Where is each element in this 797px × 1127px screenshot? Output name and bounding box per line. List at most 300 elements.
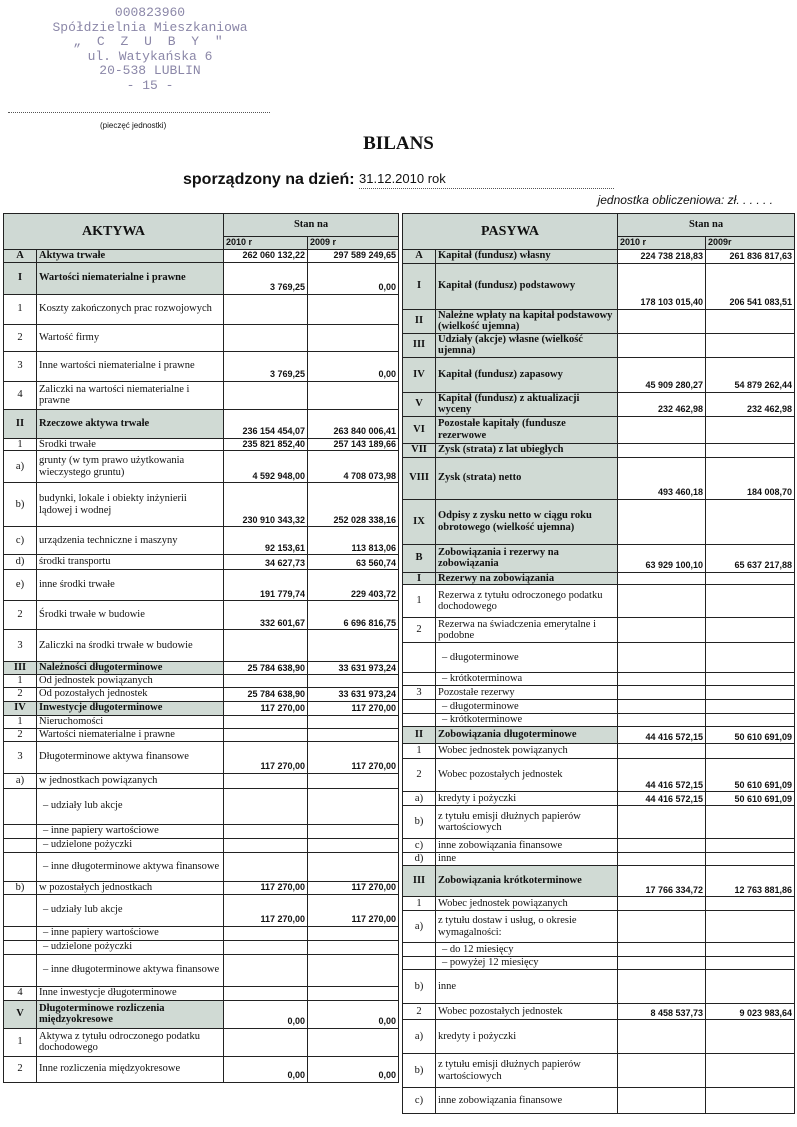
- liabilities-row-value-2010: [618, 585, 706, 618]
- liabilities-row-value-2010: 232 462,98: [618, 392, 706, 416]
- liabilities-row: [403, 443, 795, 457]
- assets-stan-na: Stan na: [224, 214, 399, 237]
- assets-row-value-2009: [308, 940, 399, 954]
- assets-row-number: III: [4, 662, 37, 675]
- liabilities-row: [403, 333, 795, 357]
- liabilities-row: [403, 897, 795, 911]
- liabilities-row: [403, 1054, 795, 1088]
- assets-row-value-2009: [308, 381, 399, 409]
- assets-row: [4, 438, 399, 451]
- assets-row-number: 4: [4, 381, 37, 409]
- assets-row-label: Aktywa z tytułu odroczonego podatku dochodowego: [37, 1028, 224, 1056]
- liabilities-row-number: II: [403, 309, 436, 333]
- assets-row-value-2009: [308, 1028, 399, 1056]
- assets-row: [4, 715, 399, 728]
- stamp-number: 000823960: [114, 5, 186, 20]
- liabilities-row: [403, 263, 795, 309]
- assets-row-number: 3: [4, 630, 37, 662]
- assets-row-value-2009: [308, 294, 399, 324]
- liabilities-row-value-2010: [618, 673, 706, 686]
- liabilities-row-value-2009: 12 763 881,86: [706, 866, 795, 897]
- liabilities-row-value-2010: [618, 618, 706, 643]
- assets-row: [4, 788, 399, 824]
- stamp-line2: „ C Z U B Y ": [73, 34, 227, 49]
- liabilities-row-value-2009: [706, 443, 795, 457]
- assets-row-number: 2: [4, 728, 37, 741]
- liabilities-row: [403, 544, 795, 572]
- liabilities-row-value-2010: [618, 714, 706, 727]
- assets-row-value-2009: 117 270,00: [308, 741, 399, 773]
- assets-row: [4, 483, 399, 527]
- liabilities-row-number: 2: [403, 618, 436, 643]
- liabilities-row-value-2010: [618, 744, 706, 759]
- assets-row-label: – udzielone pożyczki: [37, 940, 224, 954]
- assets-row-value-2009: 4 708 073,98: [308, 451, 399, 483]
- liabilities-row-value-2009: 206 541 083,51: [706, 263, 795, 309]
- assets-row: [4, 940, 399, 954]
- assets-row-value-2009: [308, 926, 399, 940]
- liabilities-row-label: Kapitał (fundusz) podstawowy: [436, 263, 618, 309]
- liabilities-row: [403, 744, 795, 759]
- liabilities-row-value-2010: [618, 911, 706, 943]
- liabilities-row-label: Kapitał (fundusz) własny: [436, 249, 618, 263]
- assets-row-value-2009: [308, 824, 399, 838]
- assets-row: [4, 954, 399, 986]
- liabilities-row-value-2010: [618, 686, 706, 700]
- liabilities-row-label: Zobowiązania krótkoterminowe: [436, 866, 618, 897]
- liabilities-row-label: Wobec pozostałych jednostek: [436, 759, 618, 792]
- liabilities-row: [403, 759, 795, 792]
- assets-row-value-2010: [224, 926, 308, 940]
- assets-row: [4, 555, 399, 570]
- company-stamp: [30, 6, 270, 93]
- liabilities-row-number: I: [403, 263, 436, 309]
- assets-row: [4, 773, 399, 788]
- liabilities-row-value-2010: [618, 1054, 706, 1088]
- assets-row-label: – udziały lub akcje: [37, 788, 224, 824]
- liabilities-row-label: Pozostałe kapitały (fundusze rezerwowe: [436, 416, 618, 443]
- assets-row-number: 1: [4, 715, 37, 728]
- liabilities-row-label: Rezerwy na zobowiązania: [436, 572, 618, 585]
- liabilities-row: [403, 714, 795, 727]
- assets-table: [3, 213, 399, 1083]
- liabilities-row-number: b): [403, 970, 436, 1004]
- assets-row-value-2009: 229 403,72: [308, 570, 399, 601]
- assets-row-value-2010: 3 769,25: [224, 262, 308, 294]
- liabilities-row-value-2009: [706, 1054, 795, 1088]
- assets-row-value-2009: 257 143 189,66: [308, 438, 399, 451]
- liabilities-row: [403, 911, 795, 943]
- assets-row-number: 1: [4, 675, 37, 688]
- liabilities-row-number: [403, 673, 436, 686]
- liabilities-row-value-2010: [618, 700, 706, 714]
- unit-line: [598, 193, 773, 207]
- assets-row-number: I: [4, 262, 37, 294]
- assets-row-label: Inne rozliczenia międzyokresowe: [37, 1056, 224, 1082]
- unit-label: jednostka obliczeniowa:: [597, 193, 725, 207]
- assets-row-label: Nieruchomości: [37, 715, 224, 728]
- liabilities-heading: PASYWA: [403, 214, 618, 250]
- assets-row-value-2010: 332 601,67: [224, 601, 308, 630]
- assets-row-number: b): [4, 483, 37, 527]
- assets-row-number: e): [4, 570, 37, 601]
- assets-row-label: Należności długoterminowe: [37, 662, 224, 675]
- liabilities-row-value-2009: 50 610 691,09: [706, 727, 795, 744]
- liabilities-row-number: 2: [403, 1004, 436, 1020]
- liabilities-row-label: Kapitał (fundusz) zapasowy: [436, 357, 618, 392]
- assets-row: [4, 527, 399, 555]
- liabilities-row: [403, 643, 795, 673]
- assets-row-number: 2: [4, 1056, 37, 1082]
- assets-row-value-2009: [308, 630, 399, 662]
- assets-row-value-2009: 0,00: [308, 1056, 399, 1082]
- liabilities-row-value-2009: 54 879 262,44: [706, 357, 795, 392]
- page-title: BILANS: [363, 133, 434, 154]
- assets-row-value-2010: 0,00: [224, 1000, 308, 1028]
- liabilities-row-value-2010: 224 738 218,83: [618, 249, 706, 263]
- assets-row-value-2010: [224, 324, 308, 351]
- liabilities-row: [403, 806, 795, 839]
- liabilities-row-number: B: [403, 544, 436, 572]
- assets-row-label: Od pozostałych jednostek: [37, 687, 224, 701]
- liabilities-row-label: z tytułu emisji dłużnych papierów wartościowych: [436, 806, 618, 839]
- assets-row-number: [4, 926, 37, 940]
- assets-row-number: [4, 852, 37, 881]
- liabilities-row-value-2010: 44 416 572,15: [618, 759, 706, 792]
- liabilities-row-label: Rezerwa na świadczenia emerytalne i podobne: [436, 618, 618, 643]
- assets-row-label: Inne wartości niematerialne i prawne: [37, 351, 224, 381]
- liabilities-row-label: – krótkoterminowa: [436, 673, 618, 686]
- liabilities-row-number: VI: [403, 416, 436, 443]
- assets-row: [4, 662, 399, 675]
- liabilities-year1: 2010 r: [618, 237, 706, 250]
- liabilities-row-number: VIII: [403, 457, 436, 499]
- assets-row-value-2009: 33 631 973,24: [308, 687, 399, 701]
- assets-row: [4, 1028, 399, 1056]
- liabilities-row-value-2009: [706, 499, 795, 544]
- liabilities-row-number: c): [403, 1088, 436, 1114]
- liabilities-row-label: Zobowiązania i rezerwy na zobowiązania: [436, 544, 618, 572]
- liabilities-row-label: Odpisy z zysku netto w ciągu roku obrotowego (wielkość ujemna): [436, 499, 618, 544]
- assets-row: [4, 728, 399, 741]
- liabilities-row-value-2010: [618, 416, 706, 443]
- assets-row-value-2009: 113 813,06: [308, 527, 399, 555]
- assets-row-value-2010: 4 592 948,00: [224, 451, 308, 483]
- liabilities-row-value-2010: 44 416 572,15: [618, 727, 706, 744]
- liabilities-row-label: Pozostałe rezerwy: [436, 686, 618, 700]
- liabilities-row-value-2010: [618, 970, 706, 1004]
- assets-row-value-2009: [308, 954, 399, 986]
- liabilities-row-number: 1: [403, 585, 436, 618]
- liabilities-row-value-2010: [618, 839, 706, 853]
- liabilities-row-value-2009: [706, 744, 795, 759]
- assets-row-number: [4, 824, 37, 838]
- assets-row-label: w jednostkach powiązanych: [37, 773, 224, 788]
- liabilities-row-value-2009: [706, 957, 795, 970]
- liabilities-row-number: I: [403, 572, 436, 585]
- liabilities-row-number: II: [403, 727, 436, 744]
- assets-row: [4, 701, 399, 715]
- assets-row: [4, 262, 399, 294]
- assets-row-value-2009: 6 696 816,75: [308, 601, 399, 630]
- assets-row-label: Długoterminowe aktywa finansowe: [37, 741, 224, 773]
- assets-row-value-2009: [308, 773, 399, 788]
- stamp-line4: 20-538 LUBLIN: [99, 63, 201, 78]
- assets-row-value-2010: 117 270,00: [224, 881, 308, 894]
- assets-row-value-2010: [224, 294, 308, 324]
- assets-row-value-2010: 92 153,61: [224, 527, 308, 555]
- assets-row-value-2010: [224, 986, 308, 1000]
- assets-row-value-2010: [224, 1028, 308, 1056]
- assets-row-number: b): [4, 881, 37, 894]
- assets-row-number: d): [4, 555, 37, 570]
- liabilities-row-value-2010: 17 766 334,72: [618, 866, 706, 897]
- liabilities-row-number: 1: [403, 897, 436, 911]
- assets-row-value-2010: 117 270,00: [224, 701, 308, 715]
- liabilities-row-value-2009: [706, 686, 795, 700]
- assets-row-value-2010: [224, 675, 308, 688]
- liabilities-row-value-2010: [618, 643, 706, 673]
- assets-row-number: 2: [4, 687, 37, 701]
- assets-row-value-2010: 117 270,00: [224, 894, 308, 926]
- assets-row-number: V: [4, 1000, 37, 1028]
- assets-row-value-2009: 0,00: [308, 351, 399, 381]
- liabilities-row-value-2009: [706, 839, 795, 853]
- liabilities-stan-na: Stan na: [618, 214, 795, 237]
- liabilities-row-value-2009: 50 610 691,09: [706, 759, 795, 792]
- liabilities-row-value-2009: [706, 970, 795, 1004]
- liabilities-row: [403, 866, 795, 897]
- liabilities-row-number: b): [403, 1054, 436, 1088]
- liabilities-row-value-2010: [618, 957, 706, 970]
- assets-row-label: Inne inwestycje długoterminowe: [37, 986, 224, 1000]
- assets-row-number: 2: [4, 324, 37, 351]
- assets-heading: AKTYWA: [4, 214, 224, 250]
- liabilities-row: [403, 357, 795, 392]
- assets-row-value-2009: [308, 728, 399, 741]
- assets-row: [4, 675, 399, 688]
- assets-row-label: – udziały lub akcje: [37, 894, 224, 926]
- date-label: sporządzony na dzień:: [183, 171, 355, 188]
- liabilities-row: [403, 309, 795, 333]
- liabilities-row-value-2009: [706, 1088, 795, 1114]
- liabilities-row-label: Wobec jednostek powiązanych: [436, 744, 618, 759]
- assets-row: [4, 630, 399, 662]
- assets-row-number: 4: [4, 986, 37, 1000]
- liabilities-row-label: – długoterminowe: [436, 643, 618, 673]
- liabilities-row-label: Wobec pozostałych jednostek: [436, 1004, 618, 1020]
- assets-row-value-2010: [224, 940, 308, 954]
- liabilities-row-value-2009: [706, 714, 795, 727]
- liabilities-row-value-2009: [706, 806, 795, 839]
- assets-row: [4, 1000, 399, 1028]
- liabilities-row: [403, 1020, 795, 1054]
- assets-row-label: Wartość firmy: [37, 324, 224, 351]
- assets-row-value-2009: 117 270,00: [308, 881, 399, 894]
- liabilities-row-value-2009: [706, 673, 795, 686]
- liabilities-row-label: kredyty i pożyczki: [436, 792, 618, 806]
- assets-row-number: a): [4, 773, 37, 788]
- assets-row: [4, 451, 399, 483]
- liabilities-row-value-2009: [706, 700, 795, 714]
- assets-row-value-2010: 34 627,73: [224, 555, 308, 570]
- date-line: [183, 170, 614, 189]
- stamp-line3: ul. Watykańska 6: [87, 48, 213, 64]
- assets-row: [4, 1056, 399, 1082]
- assets-row-label: – inne długoterminowe aktywa finansowe: [37, 852, 224, 881]
- assets-row-value-2009: 0,00: [308, 262, 399, 294]
- assets-row-label: grunty (w tym prawo użytkowania wieczystego gruntu): [37, 451, 224, 483]
- liabilities-row-value-2009: 232 462,98: [706, 392, 795, 416]
- assets-year2: 2009 r: [308, 237, 399, 250]
- assets-row-value-2009: [308, 324, 399, 351]
- assets-row: [4, 852, 399, 881]
- assets-row-number: [4, 894, 37, 926]
- liabilities-row-value-2009: 9 023 983,64: [706, 1004, 795, 1020]
- liabilities-row-value-2010: [618, 443, 706, 457]
- assets-row-number: [4, 788, 37, 824]
- liabilities-row-value-2009: [706, 585, 795, 618]
- liabilities-row-value-2009: 184 008,70: [706, 457, 795, 499]
- liabilities-row-number: a): [403, 1020, 436, 1054]
- assets-row-label: Wartości niematerialne i prawne: [37, 728, 224, 741]
- assets-row-value-2010: [224, 773, 308, 788]
- liabilities-row-number: d): [403, 853, 436, 866]
- assets-row-value-2010: 25 784 638,90: [224, 687, 308, 701]
- liabilities-row-value-2009: 65 637 217,88: [706, 544, 795, 572]
- liabilities-row-number: III: [403, 333, 436, 357]
- assets-row-value-2010: 262 060 132,22: [224, 249, 308, 262]
- liabilities-row-value-2009: [706, 309, 795, 333]
- liabilities-row: [403, 457, 795, 499]
- liabilities-row-label: – krótkoterminowe: [436, 714, 618, 727]
- assets-row-value-2009: 117 270,00: [308, 894, 399, 926]
- assets-row: [4, 687, 399, 701]
- assets-row-value-2010: 191 779,74: [224, 570, 308, 601]
- liabilities-row-number: [403, 714, 436, 727]
- liabilities-row-number: c): [403, 839, 436, 853]
- assets-row-number: c): [4, 527, 37, 555]
- assets-row-label: Środki trwałe w budowie: [37, 601, 224, 630]
- stamp-dotted-line: [8, 112, 270, 113]
- assets-row: [4, 409, 399, 438]
- liabilities-row-label: z tytułu dostaw i usług, o okresie wymagalności:: [436, 911, 618, 943]
- liabilities-year2: 2009r: [706, 237, 795, 250]
- assets-row-value-2009: [308, 788, 399, 824]
- assets-row-number: a): [4, 451, 37, 483]
- assets-row: [4, 570, 399, 601]
- assets-row-label: – inne papiery wartościowe: [37, 824, 224, 838]
- liabilities-row-label: Należne wpłaty na kapitał podstawowy (wielkość ujemna): [436, 309, 618, 333]
- assets-row-number: IV: [4, 701, 37, 715]
- liabilities-row-label: kredyty i pożyczki: [436, 1020, 618, 1054]
- liabilities-row-number: 1: [403, 744, 436, 759]
- assets-row-number: 1: [4, 438, 37, 451]
- assets-row-number: II: [4, 409, 37, 438]
- assets-row-label: Zaliczki na wartości niematerialne i prawne: [37, 381, 224, 409]
- assets-year1: 2010 r: [224, 237, 308, 250]
- assets-row-value-2010: [224, 824, 308, 838]
- assets-row-value-2009: 0,00: [308, 1000, 399, 1028]
- liabilities-row-label: – do 12 miesięcy: [436, 943, 618, 957]
- assets-row-number: [4, 954, 37, 986]
- liabilities-row-value-2010: 45 909 280,27: [618, 357, 706, 392]
- liabilities-row: [403, 499, 795, 544]
- assets-row-value-2009: 297 589 249,65: [308, 249, 399, 262]
- assets-row-value-2009: [308, 852, 399, 881]
- liabilities-row: [403, 392, 795, 416]
- liabilities-row-number: V: [403, 392, 436, 416]
- liabilities-row-value-2010: [618, 943, 706, 957]
- liabilities-row: [403, 416, 795, 443]
- liabilities-row: [403, 839, 795, 853]
- assets-row: [4, 381, 399, 409]
- liabilities-row-number: [403, 943, 436, 957]
- liabilities-row-value-2009: [706, 572, 795, 585]
- assets-row-value-2009: 117 270,00: [308, 701, 399, 715]
- assets-row-label: – udzielone pożyczki: [37, 838, 224, 852]
- assets-row-value-2010: [224, 381, 308, 409]
- liabilities-row-label: inne zobowiązania finansowe: [436, 839, 618, 853]
- assets-row-value-2010: [224, 788, 308, 824]
- liabilities-row-number: b): [403, 806, 436, 839]
- liabilities-row-label: Zysk (strata) netto: [436, 457, 618, 499]
- liabilities-row-value-2009: [706, 911, 795, 943]
- assets-row-label: – inne papiery wartościowe: [37, 926, 224, 940]
- assets-row: [4, 249, 399, 262]
- assets-row: [4, 881, 399, 894]
- assets-row-value-2009: 33 631 973,24: [308, 662, 399, 675]
- assets-row-value-2010: 236 154 454,07: [224, 409, 308, 438]
- liabilities-row-value-2010: [618, 1020, 706, 1054]
- assets-row-value-2010: [224, 728, 308, 741]
- liabilities-row-value-2010: [618, 309, 706, 333]
- assets-row-value-2009: [308, 838, 399, 852]
- liabilities-row: [403, 970, 795, 1004]
- liabilities-row: [403, 792, 795, 806]
- assets-row-label: Rzeczowe aktywa trwałe: [37, 409, 224, 438]
- liabilities-row-label: Kapitał (fundusz) z aktualizacji wyceny: [436, 392, 618, 416]
- assets-row-label: Od jednostek powiązanych: [37, 675, 224, 688]
- assets-row-value-2010: 25 784 638,90: [224, 662, 308, 675]
- assets-row: [4, 926, 399, 940]
- assets-row-number: 1: [4, 1028, 37, 1056]
- assets-row-value-2010: 235 821 852,40: [224, 438, 308, 451]
- assets-row: [4, 324, 399, 351]
- assets-row: [4, 294, 399, 324]
- liabilities-row-number: [403, 643, 436, 673]
- assets-row-value-2010: [224, 630, 308, 662]
- assets-row-label: w pozostałych jednostkach: [37, 881, 224, 894]
- assets-row: [4, 601, 399, 630]
- assets-row-label: budynki, lokale i obiekty inżynierii lądowej i wodnej: [37, 483, 224, 527]
- liabilities-row: [403, 943, 795, 957]
- assets-row-value-2009: [308, 675, 399, 688]
- liabilities-row-value-2009: [706, 643, 795, 673]
- assets-row-label: Zaliczki na środki trwałe w budowie: [37, 630, 224, 662]
- assets-row-number: 1: [4, 294, 37, 324]
- assets-row-number: [4, 838, 37, 852]
- assets-row-number: 2: [4, 601, 37, 630]
- liabilities-row: [403, 673, 795, 686]
- assets-row-value-2010: [224, 715, 308, 728]
- unit-value: zł. . . . . .: [727, 193, 773, 207]
- stamp-caption: (pieczęć jednostki): [100, 121, 167, 130]
- assets-row-value-2010: 230 910 343,32: [224, 483, 308, 527]
- liabilities-row-label: Zobowiązania długoterminowe: [436, 727, 618, 744]
- liabilities-row: [403, 700, 795, 714]
- liabilities-row-number: a): [403, 911, 436, 943]
